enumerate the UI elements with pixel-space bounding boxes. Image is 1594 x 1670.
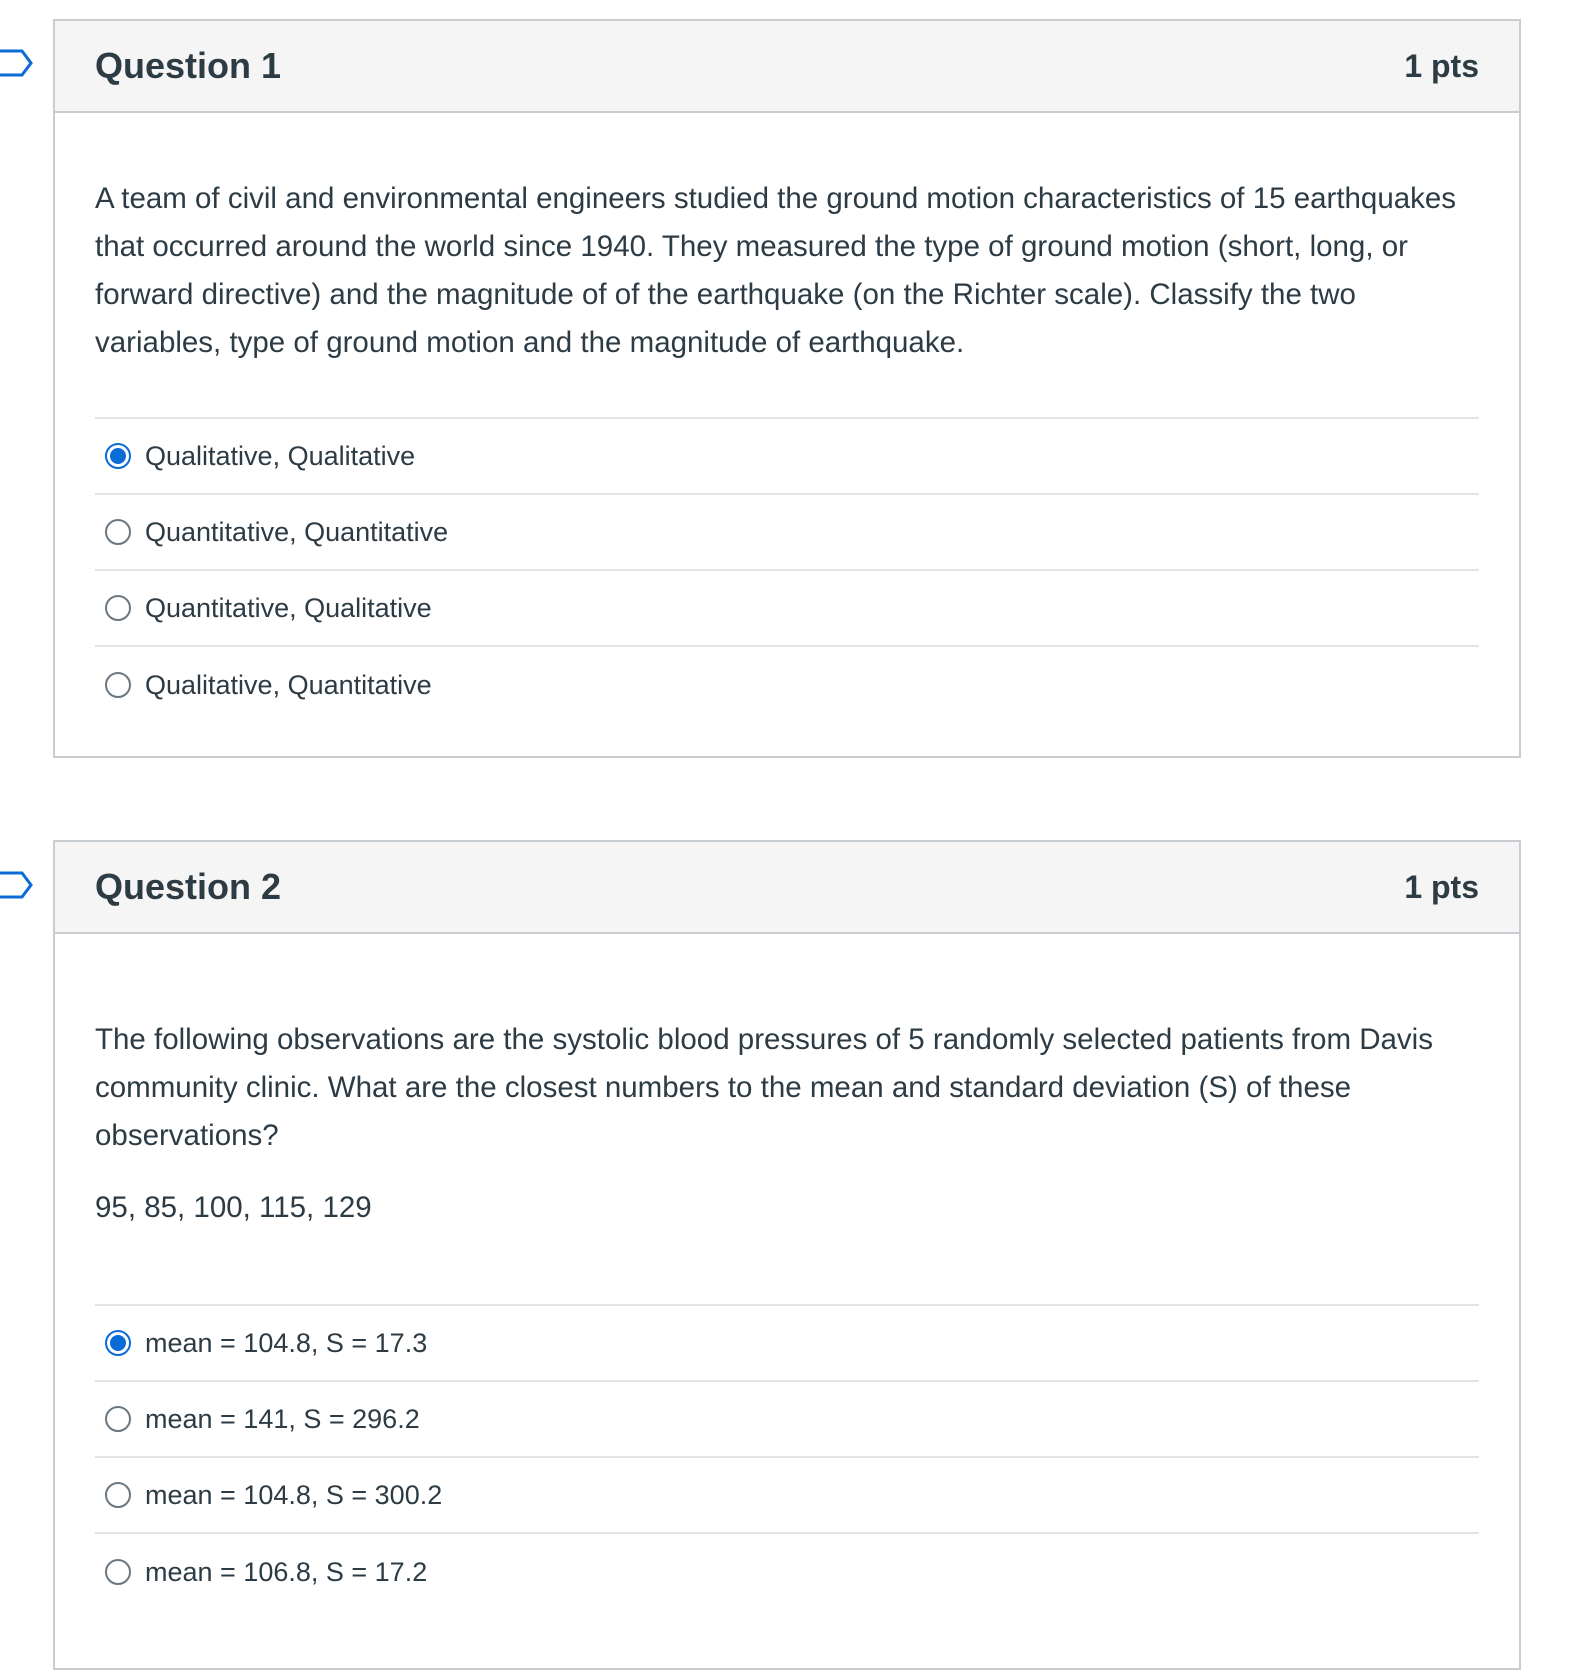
radio-icon[interactable]	[105, 1406, 131, 1432]
question-1	[53, 19, 1521, 758]
question-2	[53, 840, 1521, 1670]
answer-label: mean = 104.8, S = 17.3	[145, 1327, 428, 1358]
answer-option[interactable]	[95, 647, 1479, 723]
question-points: 1 pts	[1404, 868, 1479, 905]
observations-text: 95, 85, 100, 115, 129	[95, 1191, 372, 1224]
flag-question-2-icon[interactable]	[0, 870, 34, 900]
answer-label: mean = 106.8, S = 17.2	[145, 1556, 428, 1587]
answer-label: Quantitative, Quantitative	[145, 516, 449, 547]
flag-question-1-icon[interactable]	[0, 48, 34, 78]
answer-label: Quantitative, Qualitative	[145, 592, 432, 623]
answer-option[interactable]	[95, 1382, 1479, 1458]
question-points: 1 pts	[1404, 47, 1479, 84]
answer-option[interactable]	[95, 1458, 1479, 1534]
answer-option[interactable]	[95, 571, 1479, 647]
question-body	[55, 113, 1519, 723]
radio-icon[interactable]	[105, 1482, 131, 1508]
radio-icon[interactable]	[105, 672, 131, 698]
answer-option[interactable]	[95, 495, 1479, 571]
question-header	[55, 21, 1519, 113]
answer-label: mean = 141, S = 296.2	[145, 1403, 420, 1434]
radio-icon[interactable]	[105, 1559, 131, 1585]
radio-icon[interactable]	[105, 519, 131, 545]
radio-selected-icon[interactable]	[105, 1330, 131, 1356]
answer-option[interactable]	[95, 1534, 1479, 1610]
answer-label: mean = 104.8, S = 300.2	[145, 1479, 443, 1510]
question-title: Question 2	[95, 866, 282, 907]
question-title: Question 1	[95, 45, 282, 86]
radio-icon[interactable]	[105, 595, 131, 621]
question-text: The following observations are the systolic blood pressures of 5 randomly selected patients from Davis community clinic. What are the closest numbers to the mean and standard deviation (S) of these observations?	[95, 1023, 1433, 1152]
answer-list	[95, 417, 1479, 723]
question-header	[55, 842, 1519, 934]
answer-option[interactable]	[95, 1306, 1479, 1382]
question-text: A team of civil and environmental engineers studied the ground motion characteristics of 15 earthquakes that occurred around the world since 1940. They measured the type of ground motion (short, long, or forward directive) and the magnitude of of the earthquake (on the Richter scale). Classify the two variables, type of ground motion and the magnitude of earthquake.	[95, 182, 1457, 359]
answer-label: Qualitative, Quantitative	[145, 669, 432, 700]
answer-label: Qualitative, Qualitative	[145, 440, 416, 471]
question-body	[55, 934, 1519, 1610]
radio-selected-icon[interactable]	[105, 443, 131, 469]
answer-list	[95, 1304, 1479, 1610]
answer-option[interactable]	[95, 419, 1479, 495]
